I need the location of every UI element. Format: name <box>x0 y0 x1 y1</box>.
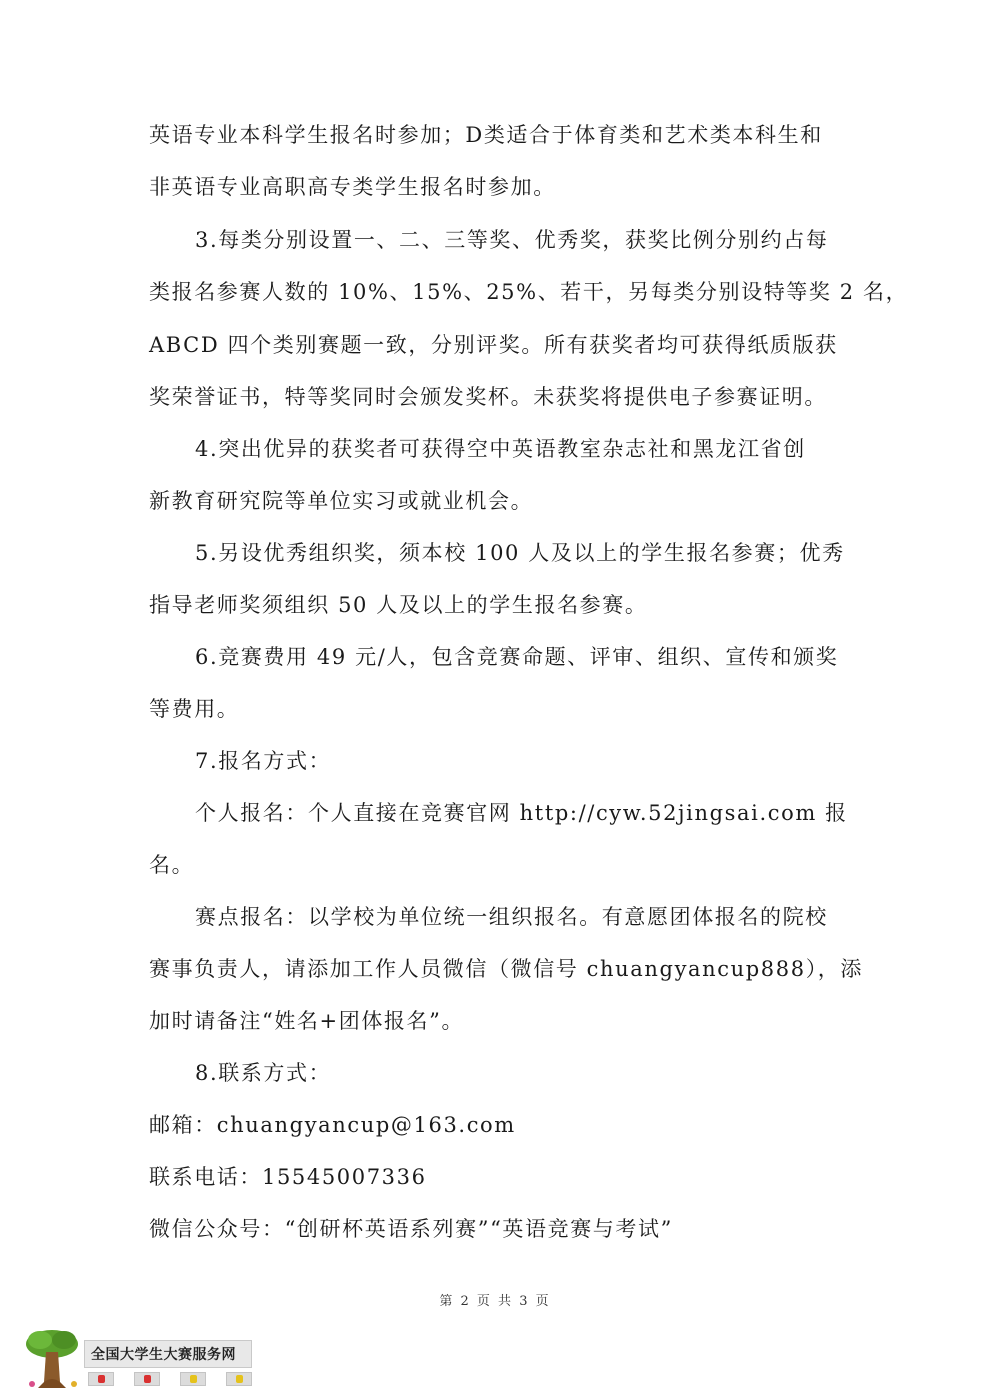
red-figure-icon <box>134 1372 160 1386</box>
watermark-title: 全国大学生大赛服务网 <box>84 1340 252 1368</box>
watermark-icon-row <box>84 1372 252 1388</box>
page-number: 第 2 页 共 3 页 <box>439 1294 551 1309</box>
yellow-figure-icon <box>226 1372 252 1386</box>
contact-phone: 联系电话：15545007336 <box>149 1165 427 1189</box>
contact-email: 邮箱：chuangyancup@163.com <box>149 1113 516 1137</box>
section-heading: 7.报名方式： <box>195 749 332 773</box>
tree-logo-icon <box>22 1326 86 1390</box>
paragraph-line: 非英语专业高职高专类学生报名时参加。 <box>149 175 556 199</box>
paragraph-line: 5.另设优秀组织奖，须本校 100 人及以上的学生报名参赛；优秀 <box>195 541 845 565</box>
paragraph-line: 4.突出优异的获奖者可获得空中英语教室杂志社和黑龙江省创 <box>195 437 806 461</box>
paragraph-line: ABCD 四个类别赛题一致，分别评奖。所有获奖者均可获得纸质版获 <box>149 333 838 357</box>
paragraph-line: 赛点报名：以学校为单位统一组织报名。有意愿团体报名的院校 <box>195 905 828 929</box>
paragraph-line: 赛事负责人，请添加工作人员微信（微信号 chuangyancup888），添 <box>149 957 863 981</box>
paragraph-line: 名。 <box>149 853 195 877</box>
paragraph-line: 类报名参赛人数的 10%、15%、25%、若干，另每类分别设特等奖 2 名， <box>149 280 909 304</box>
yellow-figure-icon <box>180 1372 206 1386</box>
contact-wechat: 微信公众号：“创研杯英语系列赛”“英语竞赛与考试” <box>149 1217 673 1241</box>
red-figure-icon <box>88 1372 114 1386</box>
paragraph-line: 英语专业本科学生报名时参加；D类适合于体育类和艺术类本科生和 <box>149 123 823 147</box>
paragraph-line: 加时请备注“姓名+团体报名”。 <box>149 1009 465 1033</box>
paragraph-line: 指导老师奖须组织 50 人及以上的学生报名参赛。 <box>149 593 648 617</box>
paragraph-line: 新教育研究院等单位实习或就业机会。 <box>149 489 534 513</box>
paragraph-line: 3.每类分别设置一、二、三等奖、优秀奖，获奖比例分别约占每 <box>195 228 829 252</box>
section-heading: 8.联系方式： <box>195 1061 332 1085</box>
paragraph-line: 6.竞赛费用 49 元/人，包含竞赛命题、评审、组织、宣传和颁奖 <box>195 645 839 669</box>
site-watermark-logo <box>22 1326 252 1390</box>
paragraph-line: 等费用。 <box>149 697 240 721</box>
paragraph-line: 奖荣誉证书，特等奖同时会颁发奖杯。未获奖将提供电子参赛证明。 <box>149 385 827 409</box>
paragraph-line: 个人报名：个人直接在竞赛官网 http://cyw.52jingsai.com 报 <box>195 801 848 825</box>
